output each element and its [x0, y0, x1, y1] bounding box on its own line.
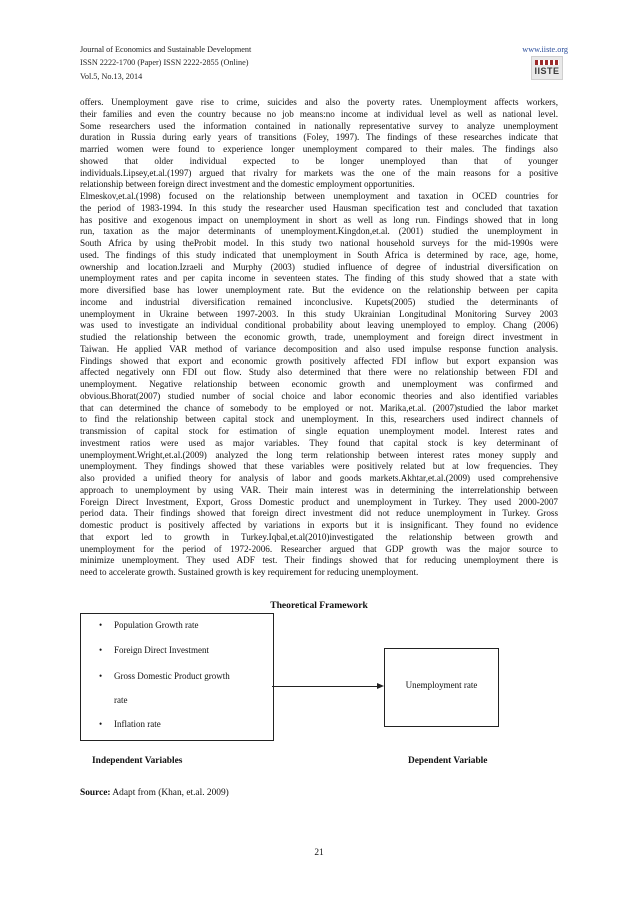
body-text	[80, 97, 558, 579]
body-line: studied the relationship between the economic growth, trade, unemployment and foreign direct investment in	[80, 332, 558, 342]
body-line: to find the relationship between capital stock and unemployment. In this, researchers used indirect channels of	[80, 414, 558, 425]
journal-url-link[interactable]: www.iiste.org	[522, 45, 568, 54]
body-line: unemployment. Negative relationship between economic growth and unemployment was confirmed and	[80, 379, 558, 389]
body-line: that can determined the chance of somebody to be employed or not. Marika,et.al. (2007)studied the labor market	[80, 402, 558, 413]
body-line: South Africa by using theProbit model. In this study two national household surveys for the mid-1990s were	[80, 238, 558, 248]
body-line: Findings showed that export and economic growth positively affected FDI inflow but export expansion was	[80, 355, 558, 366]
bullet-icon: •	[99, 620, 103, 630]
body-line: ownership and location.Izraeli and Murphy (2003) studied influence of degree of industrial diversification on	[80, 261, 558, 272]
body-line: more diversified base has lower unemployment rate. But the evidence on the relationship between per capita	[80, 285, 558, 295]
body-line: offers. Unemployment gave rise to crime, suicides and also the poverty rates. Unemployment affects workers,	[80, 97, 558, 107]
journal-volume: Vol.5, No.13, 2014	[80, 72, 143, 81]
dependent-variable-box	[384, 648, 499, 727]
body-line: has positive and exogenous impact on unemployment in short as well as long run. Findings showed that in long	[80, 214, 558, 225]
journal-title: Journal of Economics and Sustainable Development	[80, 45, 252, 54]
independent-variables-label: Independent Variables	[92, 756, 183, 766]
bullet-icon: •	[99, 645, 103, 655]
body-line: income and industrial diversification remained inconclusive. Kupets(2005) studied the determinants of	[80, 296, 558, 307]
source-text: Adapt from (Khan, et.al. 2009)	[110, 788, 229, 798]
body-line: unemployment in Ukraine between 1997-2003. In this study Ukrainian Longitudinal Monitoring Survey 2003	[80, 308, 558, 319]
body-line: was used to investigate an individual conditional probability about leaving unemployed to employ. Chang (2006)	[80, 320, 558, 331]
framework-title: Theoretical Framework	[270, 600, 368, 611]
source-label: Source:	[80, 788, 111, 798]
independent-variables-box: • Population Growth rate • Foreign Direct Investment • Gross Domestic Product growth rate • Inflation rate	[80, 613, 274, 741]
body-line: showed that older individual expected to be longer unemployed than that of younger	[80, 155, 558, 166]
body-line: Foreign Direct Investment, Export, Gross Domestic product and unemployment in Turkey. They used 2000-2007	[80, 496, 558, 507]
dependent-variable-label: Dependent Variable	[408, 756, 488, 766]
body-line: run, taxation as the major determinants of unemployment.Kingdon,et.al. (2001) studied the unemployment in	[80, 226, 558, 237]
body-line: duration in Russia during early years of transitions (Foley, 1997). The findings of these researches indicate that	[80, 132, 558, 143]
body-line: approach to unemployment by using VAR. Their main interest was in determining the interrelationship between	[80, 484, 558, 495]
source-note	[80, 788, 229, 798]
body-line: unemployment.Wright,et.al.(2009) analyzed the long term relationship between interest rates money supply and	[80, 449, 558, 460]
body-line: unemployment for the period of 1972-2006. Researcher argued that GDP growth was the major source to	[80, 543, 558, 554]
body-line: unemployment. They findings showed that these variables were positively related but at low frequencies. They	[80, 461, 558, 472]
body-line: their families and even the country because no job means:no income at individual level as well as national level.	[80, 108, 558, 119]
bullet-icon: •	[99, 671, 103, 681]
body-line: minimize unemployment. They used ADF test. Their findings showed that for reducing unemployment there is	[80, 555, 558, 566]
journal-issn: ISSN 2222-1700 (Paper) ISSN 2222-2855 (Online)	[80, 58, 249, 67]
body-line: also provided a unified theory for analysis of labor and goods markets.Akhtar,et.al.(2009) used comprehensive	[80, 473, 558, 483]
body-line: domestic product is positively affected by variations in exports but it is insignificant. They found no evidence	[80, 520, 558, 530]
body-line: investment ratios were used as major variables. They found that capital stock is key determinant of	[80, 437, 558, 448]
body-line: Some researchers used the information contained in nationally representative survey to analyze unemployment	[80, 120, 558, 131]
arrow-head-icon	[377, 683, 384, 689]
body-line: the period of 1983-1994. In this study the researcher used Hausman specification test and concluded that taxation	[80, 202, 558, 213]
page-number: 21	[314, 848, 324, 858]
body-line: married women were found to experience longer unemployment compared to their males. The findings also	[80, 144, 558, 154]
body-line: relationship between foreign direct investment and the domestic employment opportunities.	[80, 179, 415, 190]
body-line: individuals.Lipsey,et.al.(1997) argued that rivalry for markets was the one of the main reasons for a positive	[80, 167, 558, 178]
body-line: Taiwan. He applied VAR method of variance decomposition and also used impulse response function analysis.	[80, 343, 558, 354]
bullet-icon: •	[99, 719, 103, 729]
logo-stripes	[535, 60, 559, 65]
arrow-connector	[272, 686, 378, 687]
body-line: period data. Their findings showed that foreign direct investment did not reduce unemployment in Turkey. Gross	[80, 508, 558, 519]
body-line: unemployment rates and per capita income in seventeen states. The finding of this study showed that a state with	[80, 273, 558, 284]
body-line: obvious.Bhorat(2007) studied number of social choice and labor economic theories and also identified variables	[80, 390, 558, 401]
body-line: need to accelerate growth. Sustained growth is key requirement for reducing unemployment.	[80, 567, 419, 577]
body-line: affected negatively onn FDI out flow. Study also determined that there were no relationship between FDI and	[80, 367, 558, 378]
body-line: used. The findings of this study indicated that unemployment in South Africa is determined by race, age, home,	[80, 249, 558, 260]
iiste-logo	[531, 56, 563, 80]
dependent-box-label: Unemployment rate	[405, 680, 478, 690]
body-line: transmission of capital stock for estimation of single equation unemployment model. Interest rates and	[80, 426, 558, 436]
body-line: Elmeskov,et.al.(1998) focused on the relationship between unemployment and taxation in OCED countries for	[80, 191, 558, 201]
body-line: that export led to growth in Turkey.Iqbal,et.al(2010)investigated the relationship between growth and	[80, 531, 558, 542]
logo-text: IISTE	[534, 66, 560, 76]
